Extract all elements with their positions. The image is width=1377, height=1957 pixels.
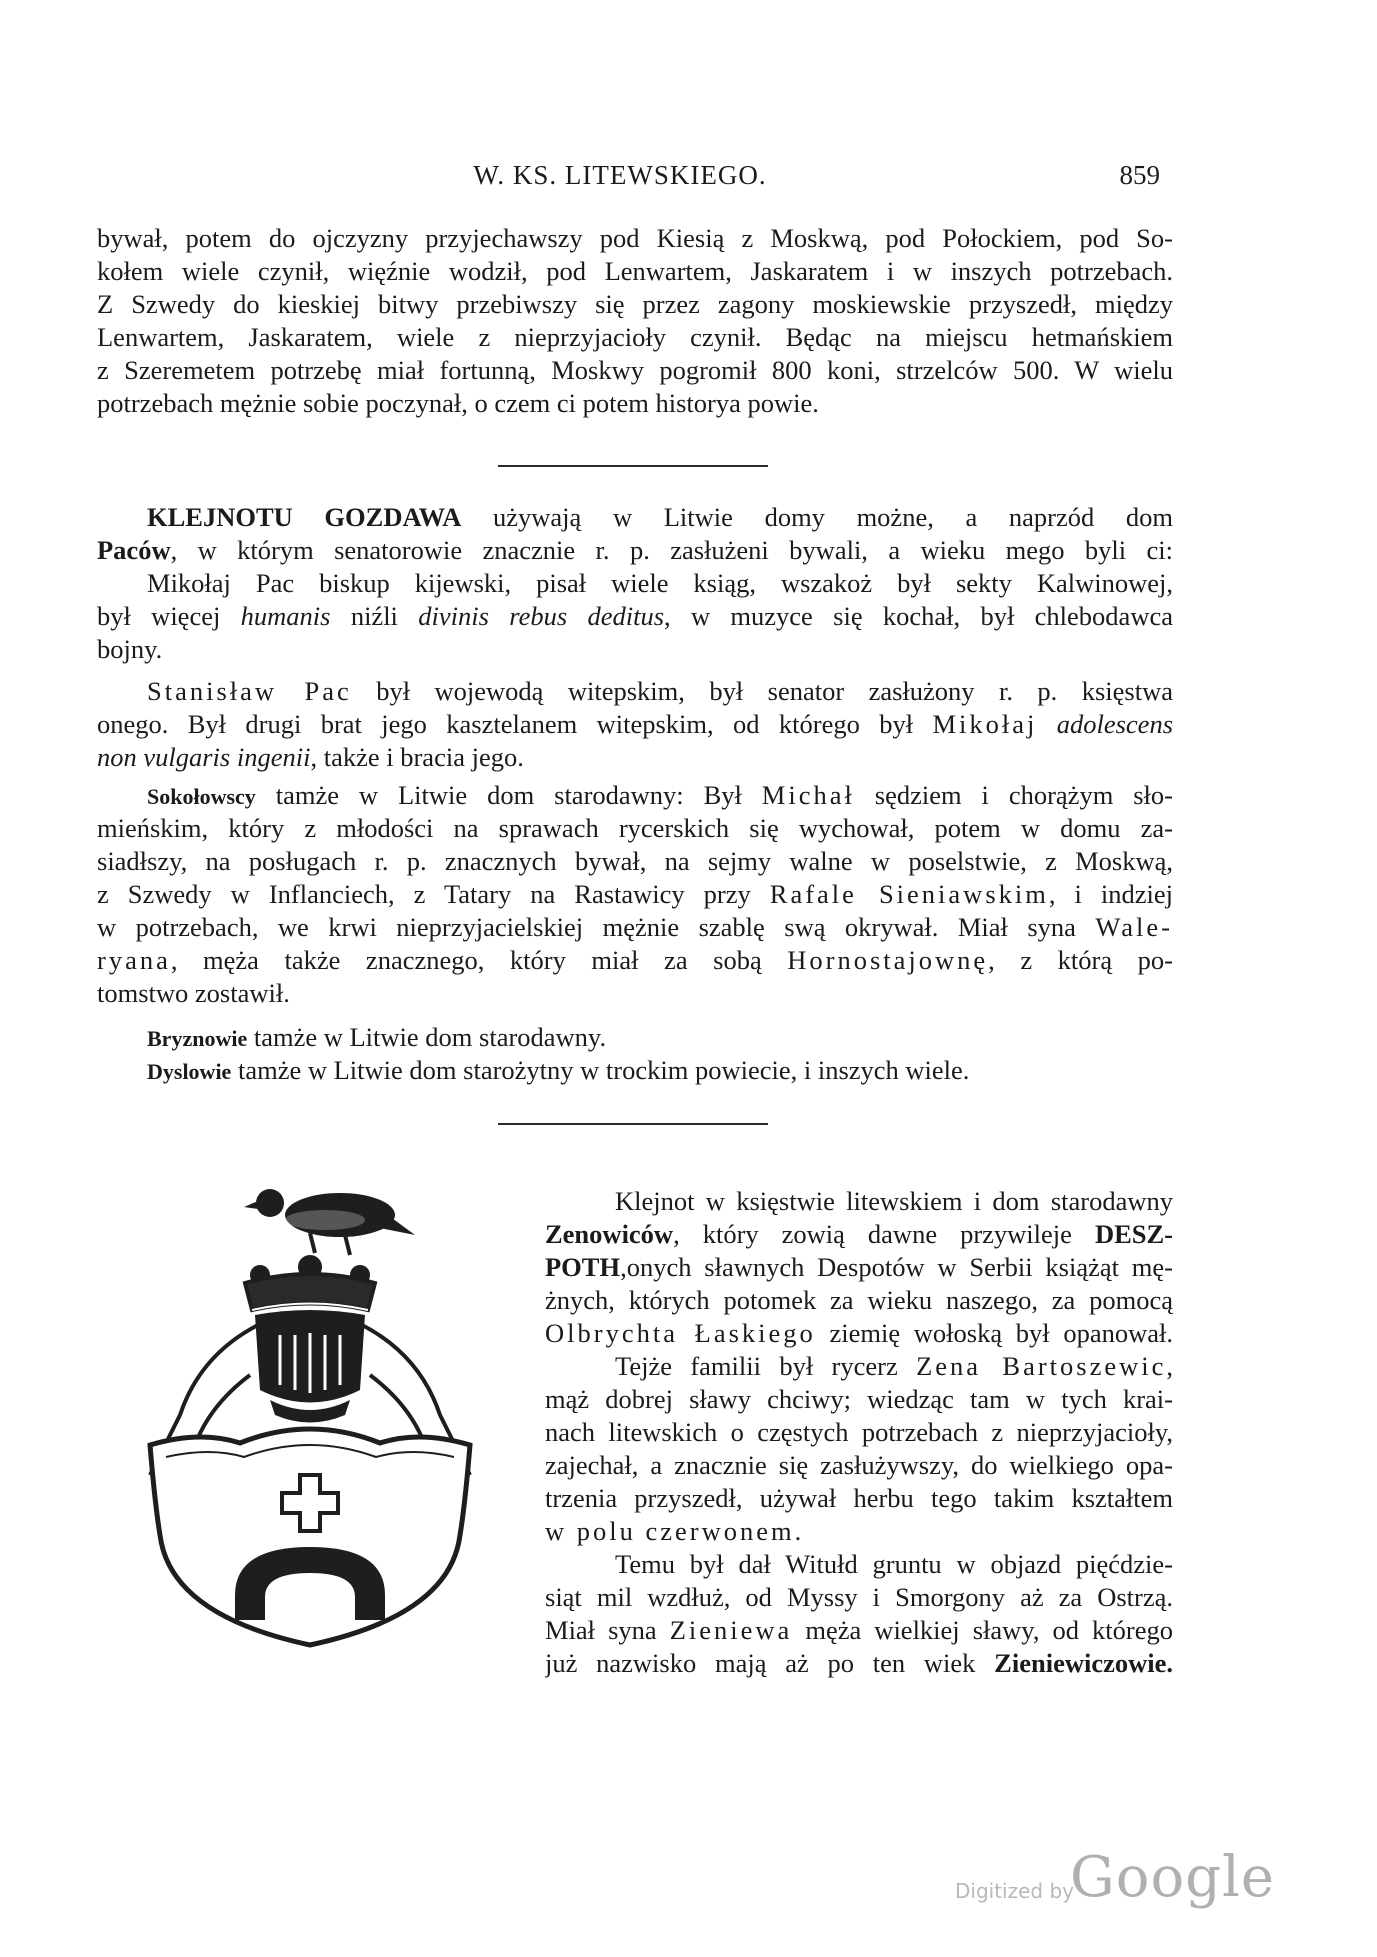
family-name: Zieniewiczowie. [994,1648,1173,1678]
text-span: tamże w Litwie dom starodawny. [247,1022,607,1052]
paragraph-gozdawa [97,501,1173,666]
person-name: Zieniewa [669,1615,793,1645]
person-name: Mikołaj [932,709,1038,739]
text-line: siadłszy, na posługach r. p. znacznych bywał, na sejmy walne w poselstwie, z Moskwą, [97,846,1173,876]
title-name: DESZ- [1094,1219,1173,1249]
paragraph-1 [97,222,1173,420]
text-line [545,1218,1173,1251]
text-line: żnych, których potomek za wieku naszego, za pomocą [545,1285,1173,1315]
text-line: bojny. [97,634,163,664]
text-span: , i indziej [1048,879,1173,909]
text-line: Mikołaj Pac biskup kijewski, pisał wiele ksiąg, wszakoż był sekty Kalwinowej, [147,568,1173,598]
text-line: nach litewskich o częstych potrzebach z nieprzyjacioły, [545,1417,1173,1447]
text-span: , także i bracia jego. [310,742,524,772]
family-name: Bryznowie [147,1026,248,1051]
text-span: onego. Był drugi brat jego kasztelanem witepskim, od którego był [97,709,933,739]
text-line: Temu był dał Witułd gruntu w objazd pięćdzie- [615,1549,1173,1579]
zenowicz-paragraph [545,1185,1173,1680]
italic-span: divinis rebus deditus [418,601,665,631]
text-line: w polu czerwonem. [545,1516,805,1546]
text-span: używają w Litwie domy możne, a naprzód dom [461,502,1173,532]
text-span: tamże w Litwie dom starodawny: Był [255,780,762,810]
running-header [80,160,1160,200]
text-line: Lenwartem, Jaskaratem, wiele z nieprzyjacioły czynił. Będąc na miejscu hetmańskiem [97,322,1173,352]
text-line [545,1251,1173,1284]
page-number: 859 [1119,160,1160,190]
digitized-label: Digitized by [955,1879,1074,1903]
family-name: Paców [97,535,171,565]
text-span: ziemię wołoską był opanował. [815,1318,1173,1348]
text-span: był więcej [97,601,241,631]
text-span: , z którą po- [988,945,1173,975]
text-span [1037,709,1056,739]
text-line [97,779,1173,812]
family-name: Zenowiców [545,1219,674,1249]
text-span: Miał syna [545,1615,670,1645]
text-line [545,1350,1173,1383]
text-line: mąż dobrej sławy chciwy; wiedząc tam w tych krai- [545,1384,1173,1414]
paragraph-sokolowscy [97,779,1173,1010]
paragraph-bryznowie [97,1021,1173,1054]
text-line: zajechał, a znacznie się zasłużywszy, do wielkiego opa- [545,1450,1173,1480]
crown-icon [245,1257,375,1310]
text-span: , męża także znacznego, który miał za sobą [170,945,788,975]
text-line [97,944,1173,977]
bird-icon [244,1189,415,1255]
text-span: już nazwisko mają aż po ten wiek [545,1648,995,1678]
italic-span: non vulgaris ingenii [97,742,311,772]
text-line [97,708,1173,741]
section-divider [498,1123,768,1125]
text-line: Klejnot w księstwie litewskiem i dom starodawny [615,1186,1173,1216]
text-line: siąt mil wzdłuż, od Myssy i Smorgony aż za Ostrzą. [545,1582,1173,1612]
text-span: sędziem i chorążym sło- [854,780,1173,810]
text-line [545,1317,1173,1350]
text-line [97,600,1173,633]
google-digitized-watermark [955,1845,1276,1915]
coat-of-arms-woodcut [140,1175,520,1655]
text-line [97,1054,1173,1087]
text-span: tamże w Litwie dom starożytny w trockim powiecie, i inszych wiele. [231,1055,970,1085]
family-name: Dyslowie [147,1059,232,1084]
text-line [97,675,1173,708]
text-span: niźli [330,601,419,631]
text-span: w potrzebach, we krwi nieprzyjacielskiej mężnie szablę swą okrywał. Miał syna [97,912,1096,942]
paragraph-stanislaw [97,675,1173,774]
person-name: Hornostajownę [787,945,989,975]
crest-name: KLEJNOTU GOZDAWA [147,502,462,532]
text-line [97,741,1173,774]
text-span: ,onych sławnych Despotów w Serbii książąt mę- [620,1252,1173,1282]
text-line: tomstwo zostawił. [97,978,290,1008]
text-span: był wojewodą witepskim, był senator zasłużony r. p. księstwa [351,676,1173,706]
person-name: Wale- [1095,912,1173,942]
text-line [97,501,1173,534]
text-line [545,1614,1173,1647]
text-span: z Szwedy w Inflanciech, z Tatary na Rastawicy przy [97,879,770,909]
italic-span: humanis [240,601,331,631]
text-line [545,1647,1173,1680]
person-name: ryana [97,945,171,975]
text-line [97,1021,1173,1054]
text-line: trzenia przyszedł, używał herbu tego takim kształtem [545,1483,1173,1513]
google-logo: Google [1070,1845,1276,1910]
text-line: mieńskim, który z młodości na sprawach rycerskich się wychował, potem w domu za- [97,813,1173,843]
helmet-icon [255,1310,365,1423]
person-name: Olbrychta Łaskiego [545,1318,816,1348]
paragraph-dyslowie [97,1054,1173,1087]
person-name: Stanisław Pac [147,676,352,706]
text-span: , który zowią dawne przywileje [673,1219,1095,1249]
text-line: kołem wiele czynił, więźnie wodził, pod Lenwartem, Jaskaratem i w inszych potrzebach. [97,256,1173,286]
text-line: bywał, potem do ojczyzny przyjechawszy pod Kiesią z Moskwą, pod Połockiem, pod So- [97,223,1173,253]
text-line: z Szeremetem potrzebę miał fortunną, Moskwy pogromił 800 koni, strzelców 500. W wielu [97,355,1173,385]
text-line: potrzebach mężnie sobie poczynał, o czem ci potem historya powie. [97,388,819,418]
text-span: , w którym senatorowie znacznie r. p. zasłużeni bywali, a wieku mego byli ci: [170,535,1173,565]
text-line: Z Szwedy do kieskiej bitwy przebiwszy się przez zagony moskiewskie przyszedł, między [97,289,1173,319]
header-title: W. KS. LITEWSKIEGO. [473,160,767,190]
text-span: , w muzyce się kochał, był chlebodawca [664,601,1173,631]
person-name: Zena Bartoszewic [916,1351,1167,1381]
text-line [97,878,1173,911]
shield-icon [150,1429,470,1645]
italic-span: adolescens [1056,709,1173,739]
person-name: Rafale Sieniawskim [769,879,1049,909]
text-span: , [1166,1351,1173,1381]
section-divider [498,465,768,467]
text-span: męża wielkiej sławy, od którego [792,1615,1173,1645]
text-span: Tejże familii był rycerz [615,1351,917,1381]
family-name: Sokołowscy [147,784,256,809]
person-name: Michał [761,780,855,810]
text-line [97,534,1173,567]
text-line [97,911,1173,944]
title-name: POTH [545,1252,621,1282]
